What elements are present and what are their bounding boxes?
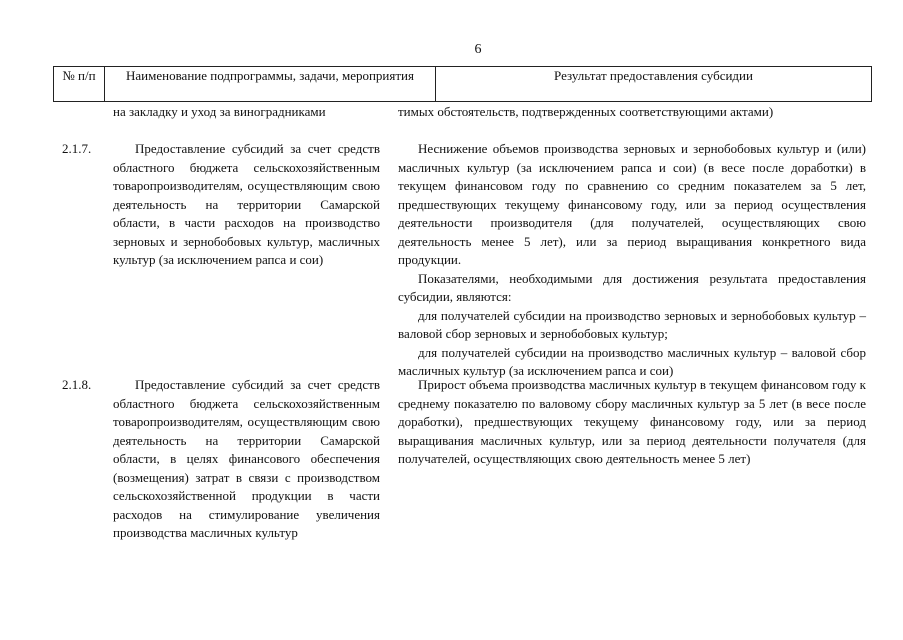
row-name-text: Предоставление субсидий за счет средств областного бюджета сельскохозяйственным товаропроизводителям, осуществляющим свою деятельность на территории Самарской области, в части расходов на производство зерновых и зернобобовых культур, масличных культур (за исключением рапса и сои) <box>113 141 380 267</box>
header-name-column: Наименование подпрограммы, задачи, мероприятия <box>105 67 436 101</box>
result-paragraph: Неснижение объемов производства зерновых и зернобобовых культур и (или) масличных культур (за исключением рапса и сои) (в весе после доработки) в текущем финансовом году по сравнению со средним показателем за 5 лет, предшествующих текущему финансовому году, или за период осуществления деятельности производителя (для получателей, осуществляющих свою деятельность менее 5 лет), или за период выращивания конкретного вида продукции. <box>398 141 866 267</box>
header-result-column: Результат предоставления субсидии <box>554 68 753 83</box>
row-number: 2.1.7. <box>62 141 92 156</box>
result-paragraph: Прирост объема производства масличных культур в текущем финансовом году к среднему показателю по валовому сбору масличных культур за 5 лет (в весе после доработки), предшествующих текущему финансовому году, или за период выращивания масличных культур, или за период деятельности получателя (для получателей, осуществляющих свою деятельность менее 5 лет) <box>398 377 866 466</box>
result-paragraph: Показателями, необходимыми для достижения результата предоставления субсидии, являются: <box>398 270 866 304</box>
row-result <box>398 376 866 469</box>
result-paragraph: для получателей субсидии на производство масличных культур – валовой сбор масличных культур (за исключением рапса и сои) <box>398 344 866 378</box>
row-result <box>398 140 866 381</box>
continuation-name-text: на закладку и уход за виноградниками <box>113 104 326 119</box>
table-header <box>53 66 872 102</box>
page-number: 6 <box>474 42 482 57</box>
row-name <box>113 140 380 270</box>
row-number: 2.1.8. <box>62 377 92 392</box>
continuation-result-text: тимых обстоятельств, подтвержденных соответствующими актами) <box>398 104 774 119</box>
row-name-text: Предоставление субсидий за счет средств областного бюджета сельскохозяйственным товаропроизводителям, осуществляющим свою деятельность на территории Самарской области, в целях финансового обеспечения (возмещения) затрат в связи с производством сельскохозяйственной продукции в части расходов на стимулирование увеличения производства масличных культур <box>113 377 380 540</box>
row-name <box>113 376 380 543</box>
header-number-column: № п/п <box>54 67 105 101</box>
result-paragraph: для получателей субсидии на производство зерновых и зернобобовых культур – валовой сбор зерновых и зернобобовых культур; <box>398 307 866 341</box>
